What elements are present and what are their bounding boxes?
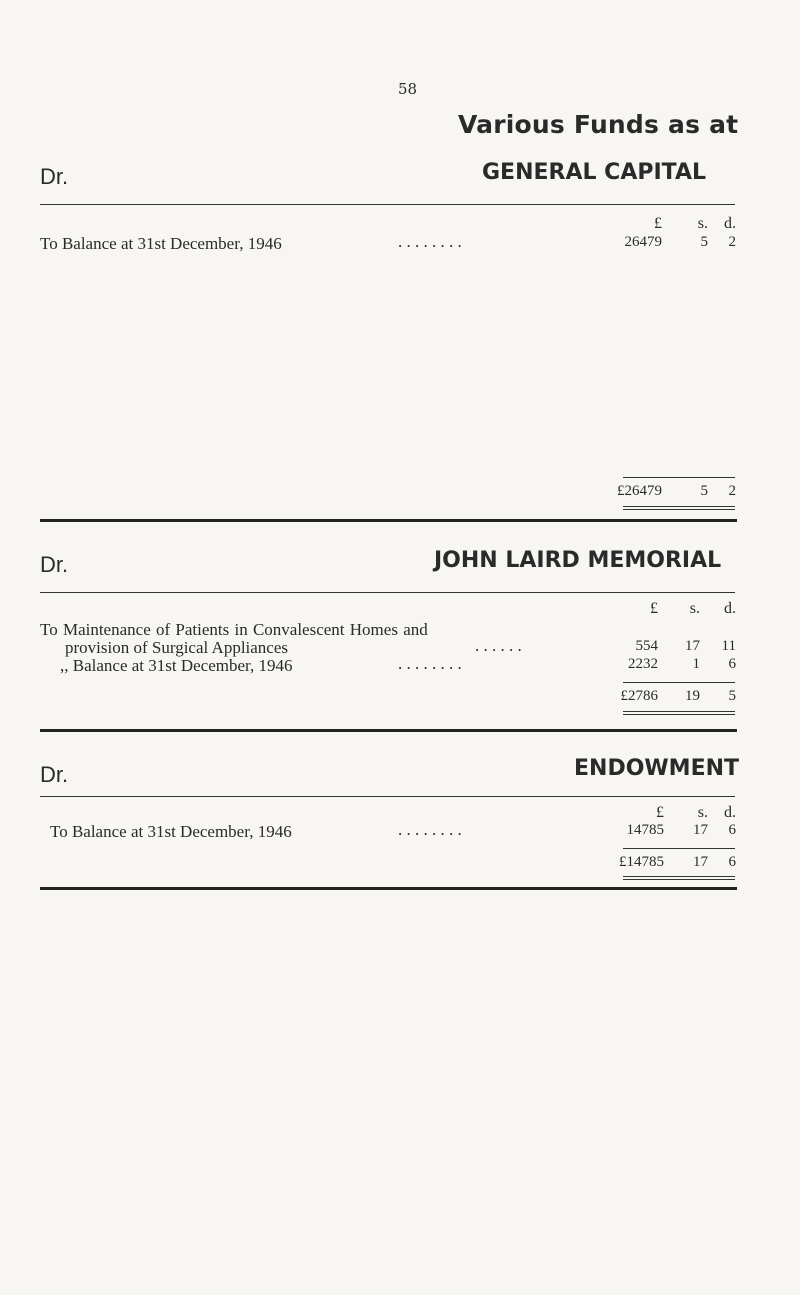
amount-shillings: 5 bbox=[700, 234, 708, 250]
section-rule bbox=[40, 204, 735, 205]
dr-label: Dr. bbox=[40, 164, 69, 189]
double-rule-bottom bbox=[623, 509, 735, 510]
section-title-general-capital: GENERAL CAPITAL bbox=[482, 160, 706, 185]
section-divider bbox=[40, 729, 737, 732]
total-pence: 6 bbox=[728, 854, 736, 870]
dr-label: Dr. bbox=[40, 762, 69, 787]
amount-shillings: 17 bbox=[693, 822, 708, 838]
leader-dots: . . . . . . . . bbox=[398, 820, 462, 839]
amount-pence: 11 bbox=[721, 638, 736, 654]
leader-dots: . . . . . . . . bbox=[398, 232, 462, 251]
total-pence: 5 bbox=[728, 688, 736, 704]
leader-dots: . . . . . . . . bbox=[398, 654, 462, 673]
section-rule bbox=[40, 796, 735, 797]
pounds-header: £ bbox=[654, 215, 662, 232]
total-pounds: £14785 bbox=[619, 854, 664, 870]
pounds-header: £ bbox=[656, 804, 664, 821]
shillings-header: s. bbox=[697, 215, 708, 232]
amount-pounds: 2232 bbox=[628, 656, 658, 672]
double-rule-top bbox=[623, 876, 735, 877]
amount-pounds: 554 bbox=[635, 638, 658, 654]
shillings-header: s. bbox=[689, 600, 700, 617]
amount-pounds: 26479 bbox=[624, 234, 662, 250]
total-pence: 2 bbox=[728, 483, 736, 499]
amount-pence: 6 bbox=[728, 822, 736, 838]
amount-shillings: 17 bbox=[685, 638, 700, 654]
total-shillings: 5 bbox=[700, 483, 708, 499]
section-title-john-laird-memorial: JOHN LAIRD MEMORIAL bbox=[434, 548, 722, 573]
pence-header: d. bbox=[724, 215, 736, 232]
amount-shillings: 1 bbox=[692, 656, 700, 672]
amount-pence: 6 bbox=[728, 656, 736, 672]
double-rule-bottom bbox=[623, 714, 735, 715]
shillings-header: s. bbox=[697, 804, 708, 821]
page-number: 58 bbox=[398, 80, 418, 98]
double-rule-top bbox=[623, 506, 735, 507]
section-divider bbox=[40, 887, 737, 890]
section-divider bbox=[40, 519, 737, 522]
total-shillings: 17 bbox=[693, 854, 708, 870]
total-rule bbox=[623, 682, 735, 683]
dr-label: Dr. bbox=[40, 552, 69, 577]
row-label-continued: provision of Surgical Appliances bbox=[65, 638, 289, 657]
total-rule bbox=[623, 477, 735, 478]
row-label: ,, Balance at 31st December, 1946 bbox=[60, 656, 293, 675]
double-rule-top bbox=[623, 711, 735, 712]
total-pounds: £2786 bbox=[620, 688, 658, 704]
pence-header: d. bbox=[724, 600, 736, 617]
pounds-header: £ bbox=[650, 600, 658, 617]
leader-dots: . . . . . . bbox=[475, 636, 522, 655]
section-title-endowment: ENDOWMENT bbox=[574, 756, 740, 781]
total-pounds: £26479 bbox=[617, 483, 662, 499]
amount-pence: 2 bbox=[728, 234, 736, 250]
pence-header: d. bbox=[724, 804, 736, 821]
total-rule bbox=[623, 848, 735, 849]
row-label: To Balance at 31st December, 1946 bbox=[50, 822, 292, 841]
total-shillings: 19 bbox=[685, 688, 700, 704]
amount-pounds: 14785 bbox=[626, 822, 664, 838]
page-title: Various Funds as at bbox=[458, 110, 739, 139]
double-rule-bottom bbox=[623, 879, 735, 880]
row-label: To Maintenance of Patients in Convalescent Homes and bbox=[40, 620, 428, 639]
section-rule bbox=[40, 592, 735, 593]
row-label: To Balance at 31st December, 1946 bbox=[40, 234, 282, 253]
